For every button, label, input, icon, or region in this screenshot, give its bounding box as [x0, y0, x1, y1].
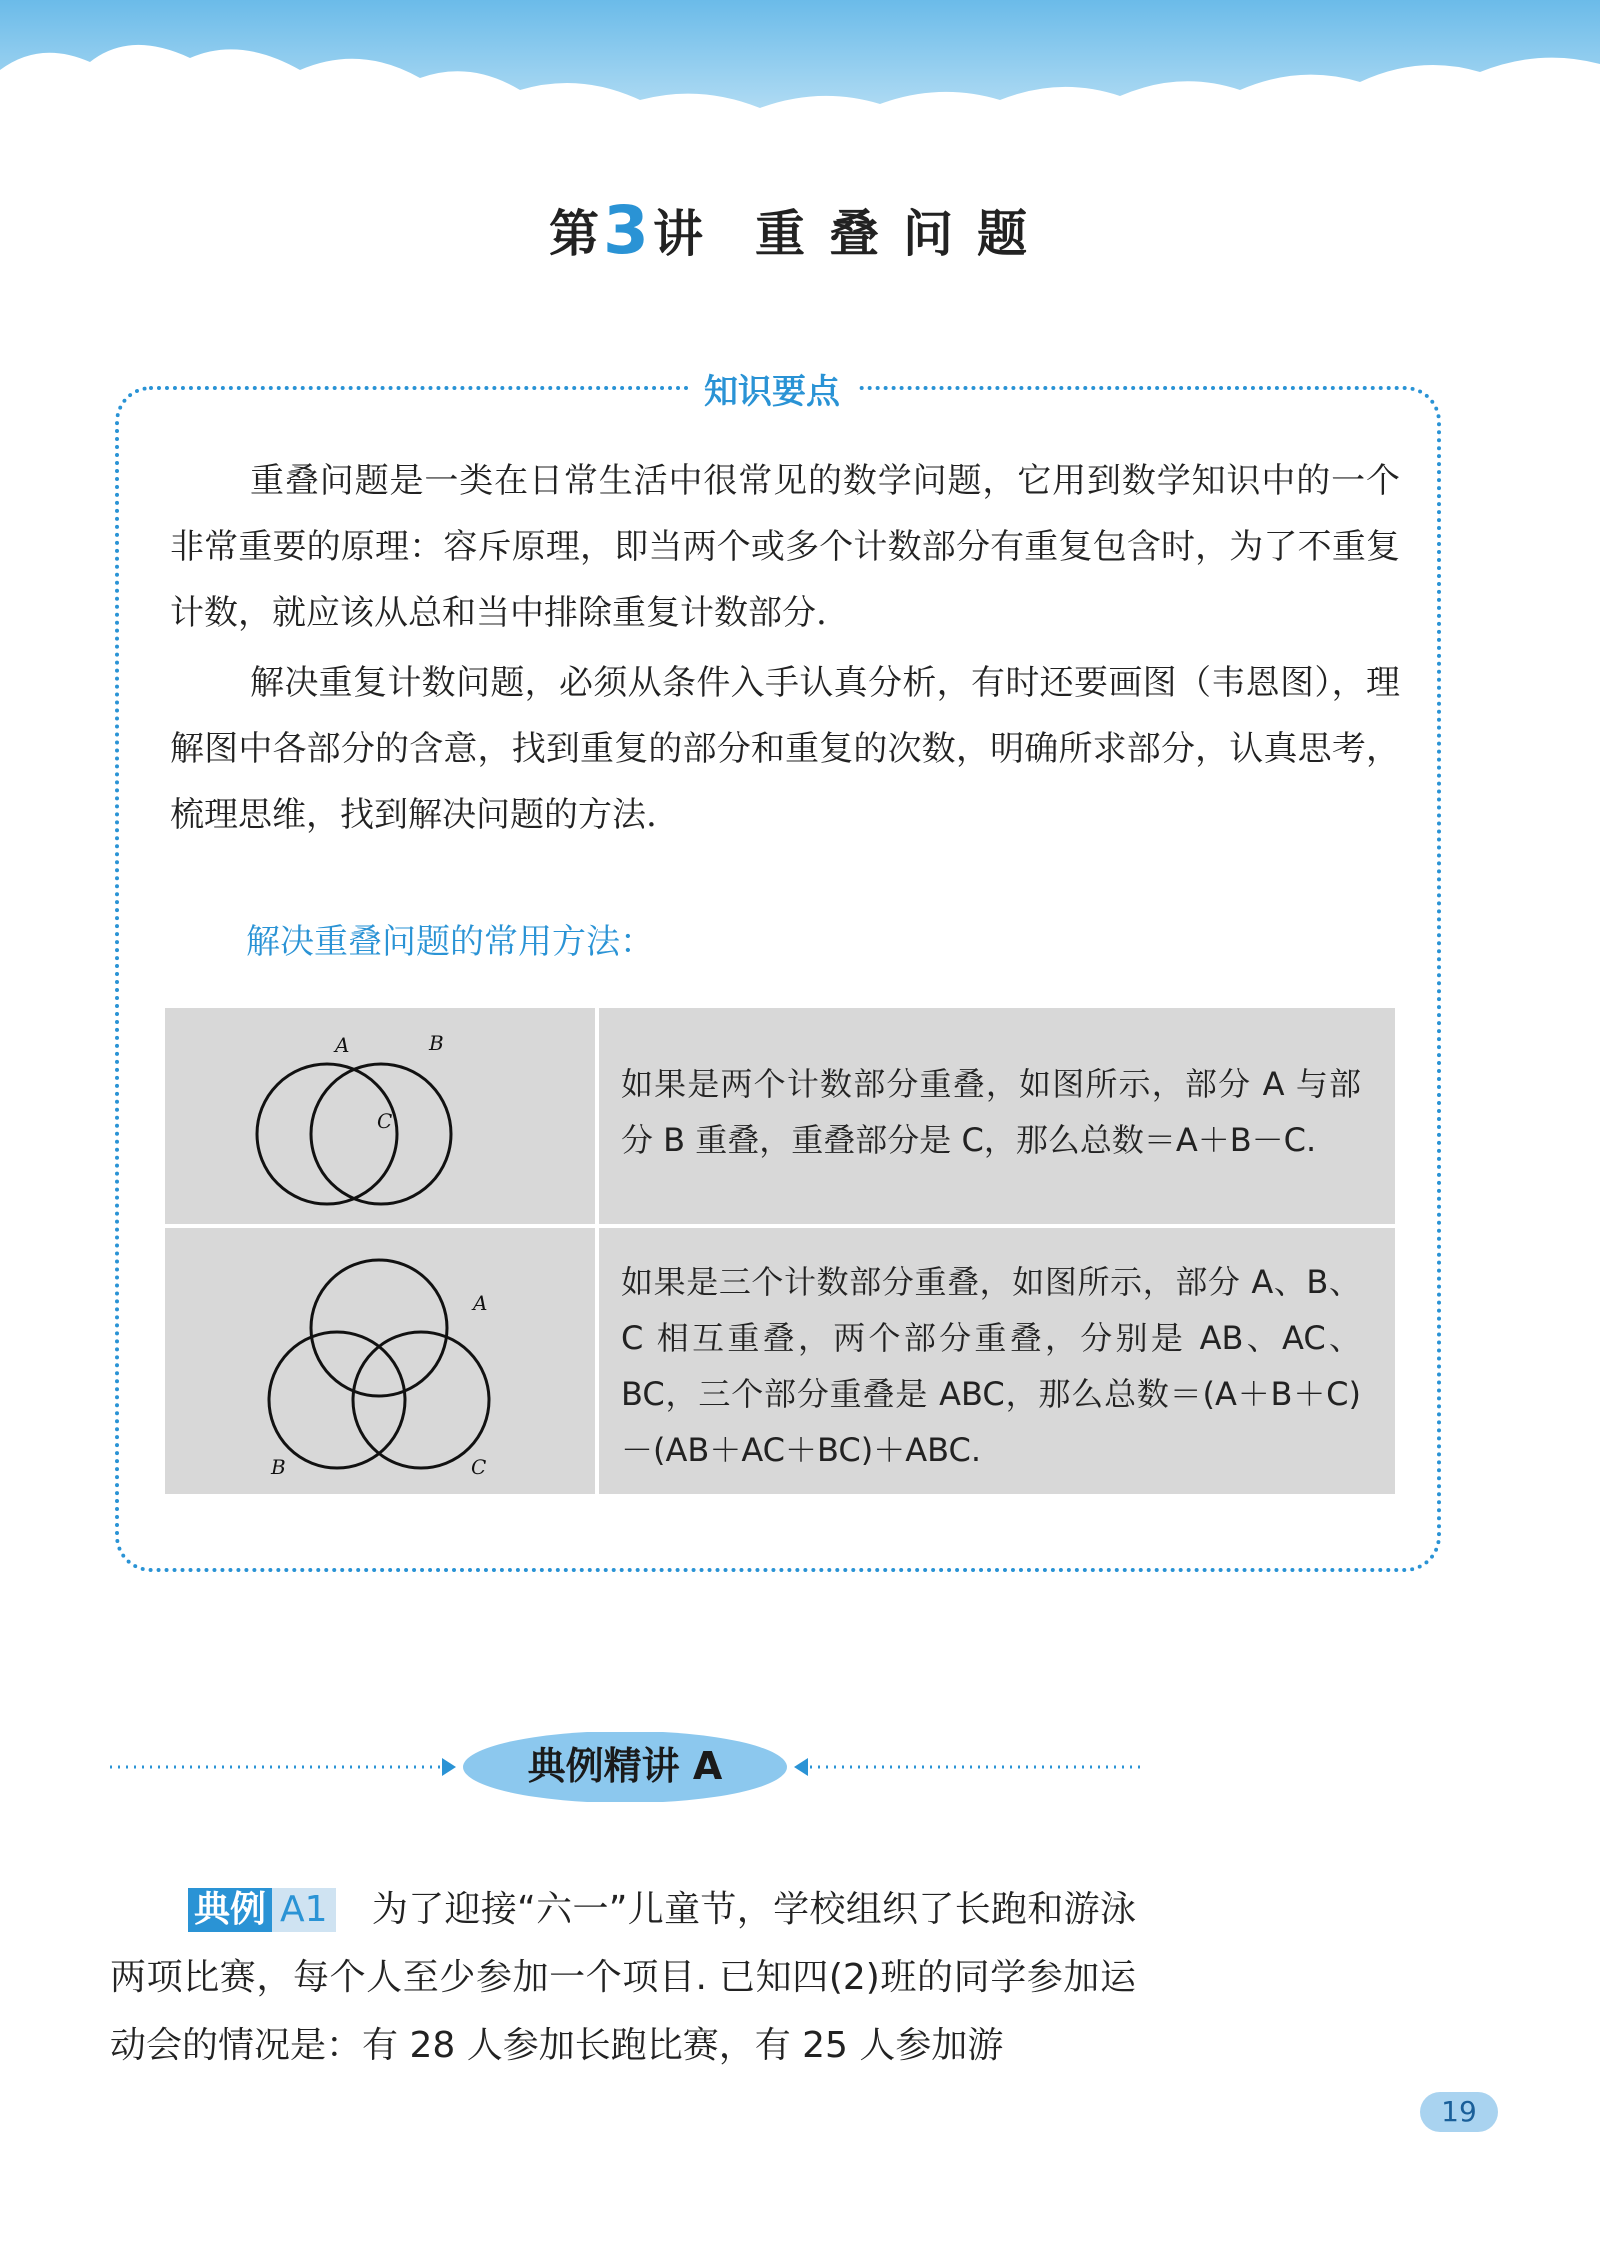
venn-label-c: C	[377, 1109, 393, 1133]
venn-label-a: A	[473, 1291, 488, 1315]
venn-circle-a	[311, 1260, 447, 1396]
page-number: 19	[1420, 2092, 1498, 2132]
two-set-description: 如果是两个计数部分重叠，如图所示，部分 A 与部分 B 重叠，重叠部分是 C，那么总数＝A＋B－C.	[621, 1065, 1361, 1159]
venn-circle-a	[257, 1064, 397, 1204]
methods-table	[165, 1008, 1395, 1494]
venn-circle-b	[311, 1064, 451, 1204]
venn-label-c: C	[471, 1455, 487, 1479]
cloud-banner	[0, 0, 1600, 160]
knowledge-heading: 知识要点	[688, 364, 856, 413]
example-tag: 典例	[188, 1888, 272, 1932]
knowledge-paragraph-2: 解决重复计数问题，必须从条件入手认真分析，有时还要画图（韦恩图），理解图中各部分的含意，找到重复的部分和重复的次数，明确所求部分，认真思考，梳理思维，找到解决问题的方法.	[170, 663, 1400, 835]
chapter-number: 3	[603, 192, 651, 269]
venn-circle-b	[269, 1332, 405, 1468]
chapter-suffix: 讲	[652, 204, 705, 263]
three-set-venn-diagram	[165, 1228, 595, 1494]
example-paragraph	[110, 1876, 1136, 2080]
venn-circle-c	[353, 1332, 489, 1468]
three-set-description: 如果是三个计数部分重叠，如图所示，部分 A、B、C 相互重叠，两个部分重叠，分别是 AB、AC、BC，三个部分重叠是 ABC，那么总数＝(A＋B＋C)－(AB＋AC＋BC)＋ABC.	[621, 1263, 1361, 1469]
chapter-topic: 重叠问题	[754, 204, 1051, 263]
venn-label-b: B	[429, 1031, 444, 1055]
venn-label-b: B	[271, 1455, 286, 1479]
venn-label-a: A	[335, 1033, 350, 1057]
two-set-venn-diagram	[165, 1008, 595, 1224]
chapter-title	[0, 190, 1600, 267]
chapter-prefix: 第	[549, 204, 602, 263]
section-label: 典例精讲 A	[527, 1744, 723, 1788]
example-number: A1	[272, 1888, 336, 1932]
example-text: 为了迎接“六一”儿童节，学校组织了长跑和游泳两项比赛，每个人至少参加一个项目. 已知四(2)班的同学参加运动会的情况是：有 28 人参加长跑比赛，有 25 人参加游	[110, 1889, 1136, 2066]
three-set-row	[165, 1228, 1395, 1494]
knowledge-paragraph-1: 重叠问题是一类在日常生活中很常见的数学问题，它用到数学知识中的一个非常重要的原理：容斥原理，即当两个或多个计数部分有重复包含时，为了不重复计数，就应该从总和当中排除重复计数部分.	[170, 461, 1400, 633]
two-set-row	[165, 1008, 1395, 1224]
methods-title: 解决重叠问题的常用方法：	[246, 922, 654, 962]
